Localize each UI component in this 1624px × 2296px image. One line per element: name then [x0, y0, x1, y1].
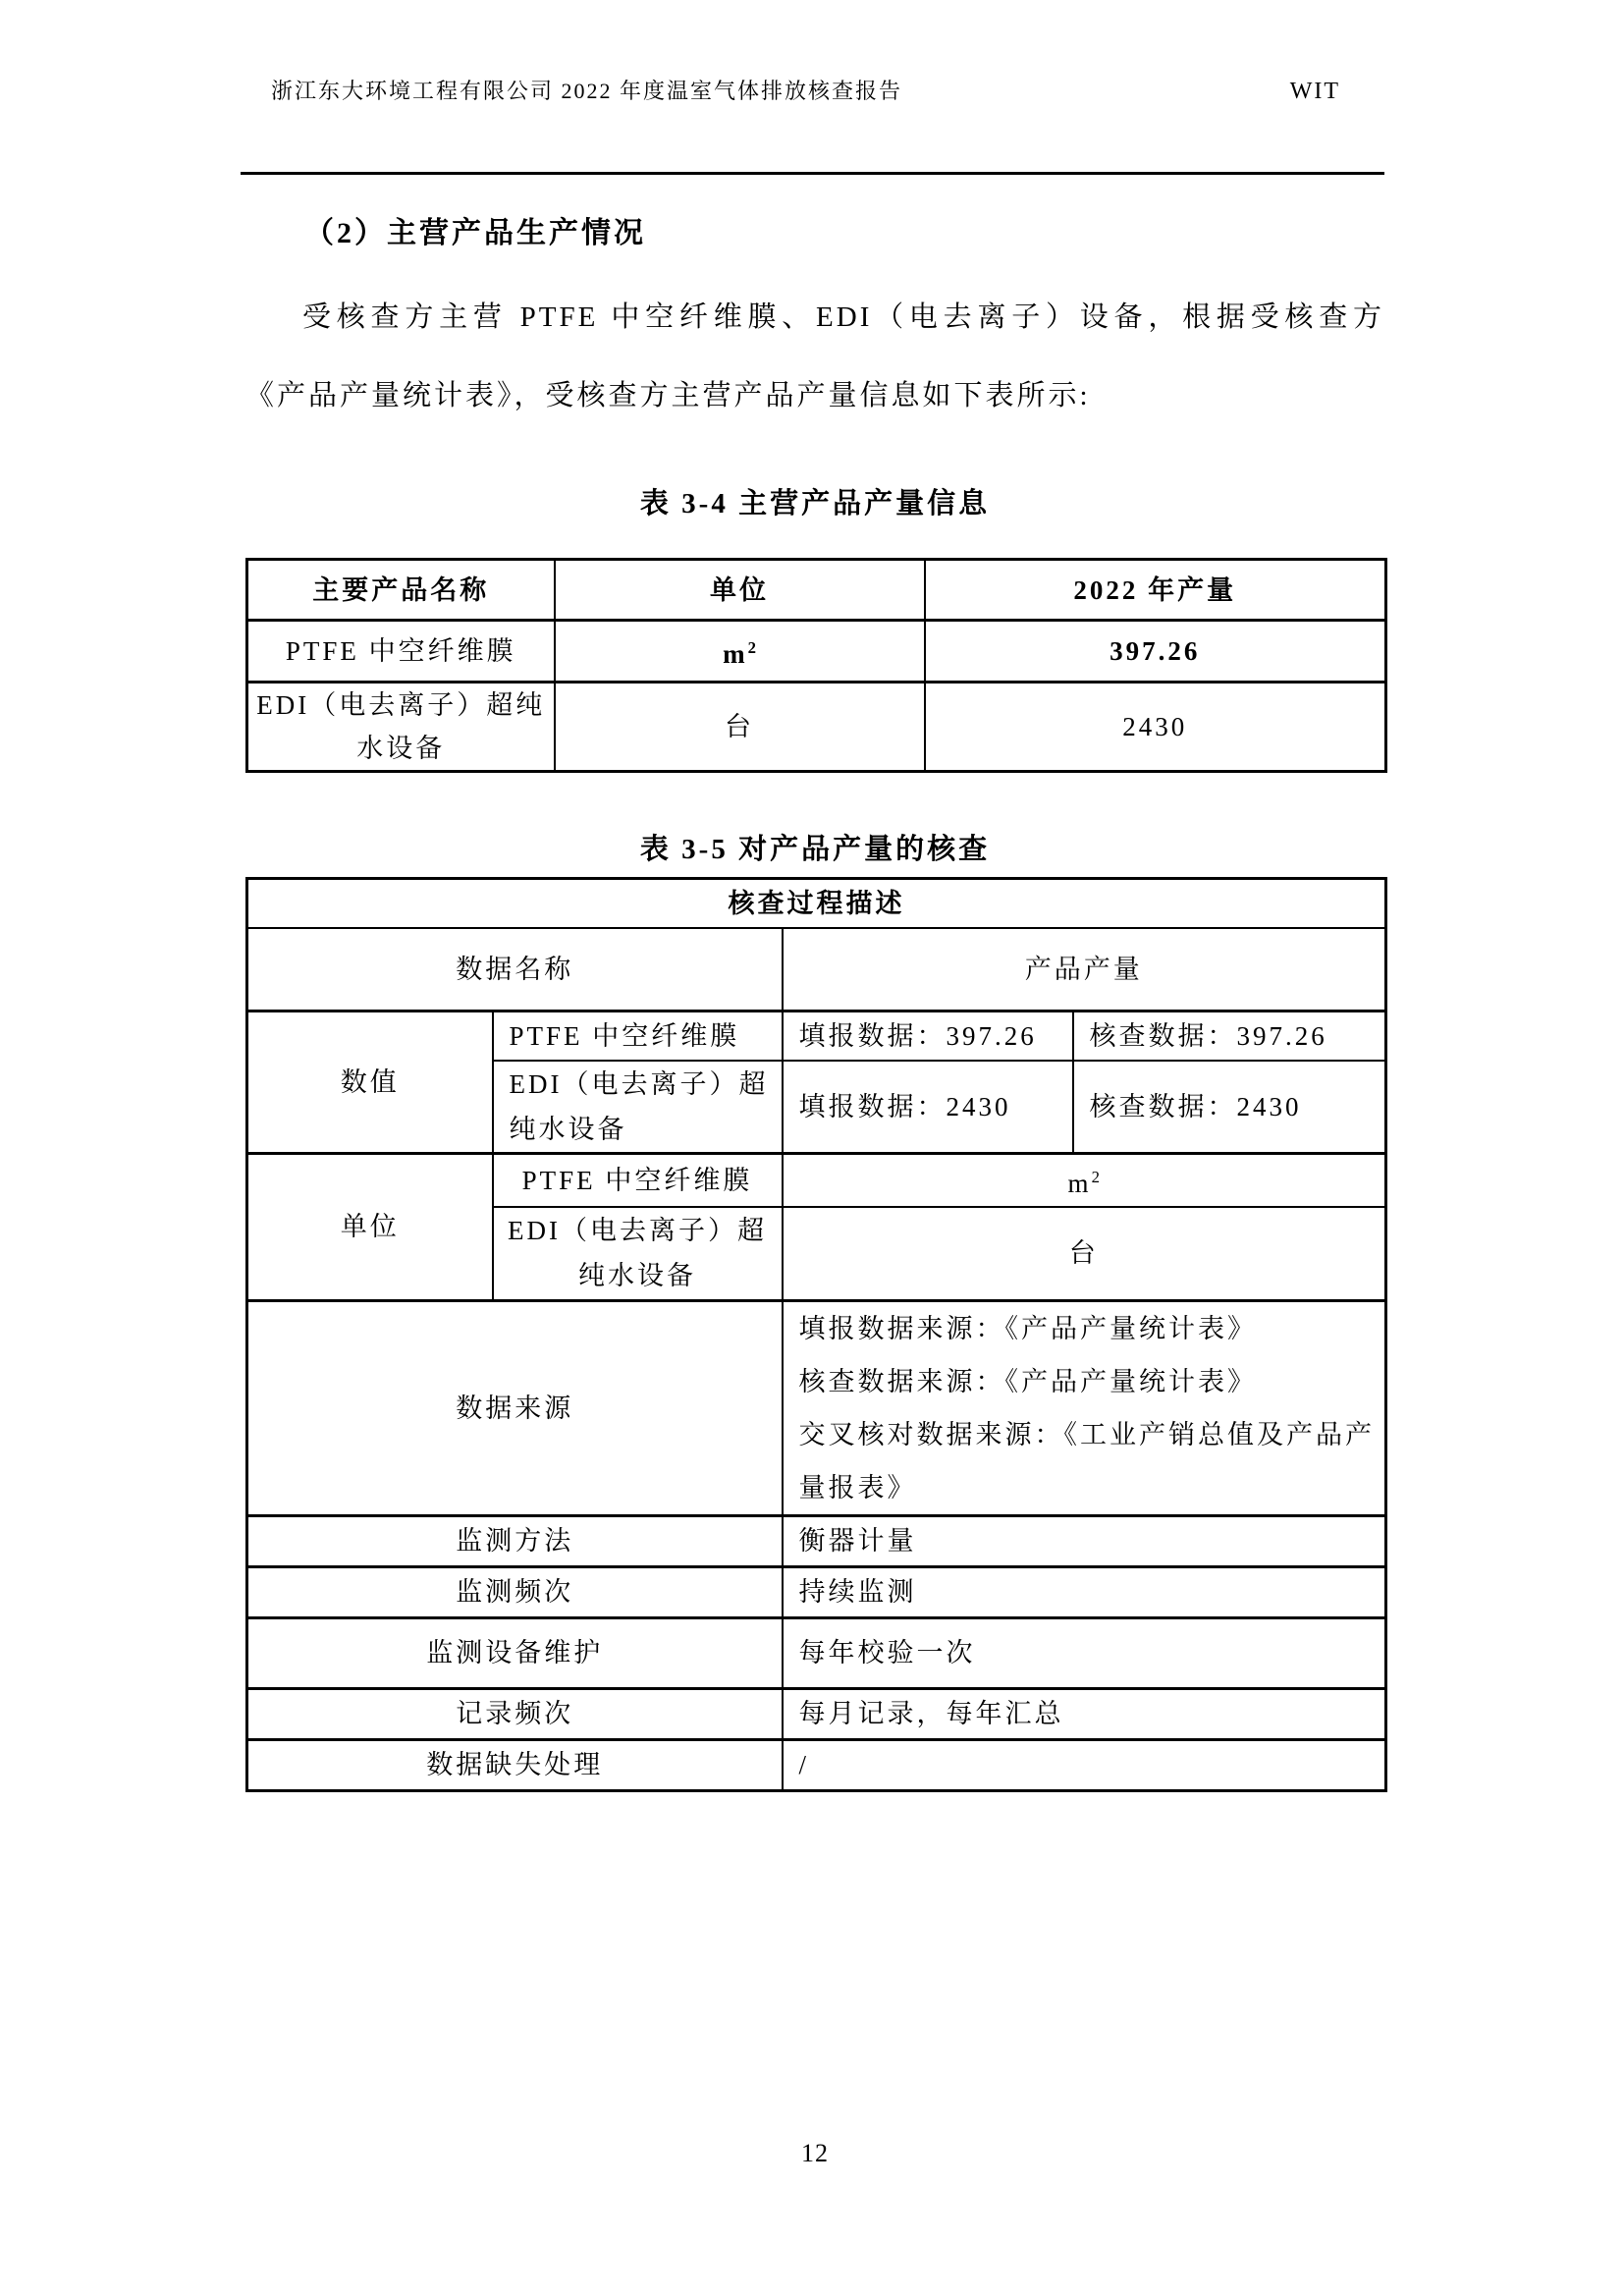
t34-product2-unit: 台: [555, 683, 925, 772]
table-row: [247, 1617, 1386, 1688]
unit-superscript: 2: [747, 638, 756, 657]
t35-source-value: [783, 1300, 1386, 1515]
table-output-verification: [245, 877, 1387, 1792]
body-paragraph: [245, 278, 1384, 435]
table-row: [247, 683, 1386, 772]
unit-superscript: 2: [1091, 1168, 1100, 1186]
t34-col-header-product: 主要产品名称: [247, 560, 555, 621]
t34-product1-name: PTFE 中空纤维膜: [247, 621, 555, 683]
header-logo-text: WIT: [1289, 79, 1340, 104]
section-heading: （2）主营产品生产情况: [304, 217, 646, 249]
t35-value-product2-verified: 核查数据：2430: [1073, 1061, 1386, 1154]
t35-record-freq-value: 每月记录，每年汇总: [783, 1688, 1386, 1739]
table-product-output: [245, 558, 1387, 773]
name-line1: EDI（电去离子）超: [509, 1068, 769, 1099]
name-line1: EDI（电去离子）超纯: [256, 690, 546, 720]
t35-missing-data-label: 数据缺失处理: [247, 1739, 783, 1790]
source-line: 填报数据来源：《产品产量统计表》: [798, 1313, 1257, 1343]
source-line: 核查数据来源：《产品产量统计表》: [798, 1366, 1257, 1396]
t35-equipment-maint-label: 监测设备维护: [247, 1617, 783, 1688]
t34-col-header-unit: 单位: [555, 560, 925, 621]
t35-monitor-method-value: 衡器计量: [783, 1515, 1386, 1566]
t35-unit-product1: PTFE 中空纤维膜: [493, 1154, 783, 1208]
t34-product1-output: 397.26: [925, 621, 1386, 683]
t35-value-product2: [493, 1061, 783, 1154]
page-number: 12: [801, 2139, 829, 2167]
table-row: [247, 879, 1386, 928]
table-row: [247, 1739, 1386, 1790]
t35-value-product1-reported: 填报数据：397.26: [783, 1011, 1073, 1061]
unit-base: m: [723, 639, 748, 669]
t35-unit-product1-value: [783, 1154, 1386, 1208]
t35-value-product1-verified: 核查数据：397.26: [1073, 1011, 1386, 1061]
table-row: [247, 1566, 1386, 1617]
t35-value-section-label: 数值: [247, 1011, 493, 1154]
t35-value-product1: PTFE 中空纤维膜: [493, 1011, 783, 1061]
t35-data-name-value: 产品产量: [783, 928, 1386, 1011]
table-row: [247, 1300, 1386, 1515]
paragraph-line: 受核查方主营 PTFE 中空纤维膜、EDI（电去离子）设备，根据受核查方: [302, 301, 1384, 333]
t35-record-freq-label: 记录频次: [247, 1688, 783, 1739]
t34-col-header-output: 2022 年产量: [925, 560, 1386, 621]
t34-product1-unit: [555, 621, 925, 683]
table-row: [247, 1011, 1386, 1061]
table-row: [247, 1688, 1386, 1739]
header-report-title: 浙江东大环境工程有限公司 2022 年度温室气体排放核查报告: [271, 79, 903, 103]
unit-base: m: [1067, 1169, 1092, 1198]
t35-unit-product2-value: 台: [783, 1207, 1386, 1300]
t35-monitor-method-label: 监测方法: [247, 1515, 783, 1566]
name-line2: 水设备: [356, 734, 446, 763]
name-line1: EDI（电去离子）超: [508, 1216, 767, 1246]
t35-source-label: 数据来源: [247, 1300, 783, 1515]
name-line2: 纯水设备: [578, 1261, 696, 1291]
name-line2: 纯水设备: [509, 1114, 627, 1144]
t35-unit-section-label: 单位: [247, 1154, 493, 1301]
source-line3-part2: 量报表》: [798, 1472, 917, 1503]
table-row: [247, 1154, 1386, 1208]
table34-caption: 表 3-4 主营产品产量信息: [639, 488, 991, 519]
t34-product2-output: 2430: [925, 683, 1386, 772]
header-rule: [241, 172, 1384, 175]
paragraph-line: 《产品产量统计表》，受核查方主营产品产量信息如下表所示:: [245, 380, 1091, 411]
t35-data-name-label: 数据名称: [247, 928, 783, 1011]
t35-monitor-freq-value: 持续监测: [783, 1566, 1386, 1617]
table35-caption: 表 3-5 对产品产量的核查: [639, 834, 991, 865]
source-line3-part1: 交叉核对数据来源：《工业产销总值及产品产: [798, 1419, 1375, 1449]
t34-product2-name: [247, 683, 555, 772]
t35-unit-product2: [493, 1207, 783, 1300]
table-row: [247, 928, 1386, 1011]
t35-value-product2-reported: 填报数据：2430: [783, 1061, 1073, 1154]
t35-monitor-freq-label: 监测频次: [247, 1566, 783, 1617]
table-row: [247, 621, 1386, 683]
t35-process-header: 核查过程描述: [247, 879, 1386, 928]
t35-equipment-maint-value: 每年校验一次: [783, 1617, 1386, 1688]
page-header: [245, 75, 1384, 105]
t35-missing-data-value: /: [783, 1739, 1386, 1790]
source-line: [799, 1408, 1385, 1514]
table-row: [247, 1515, 1386, 1566]
table-row: [247, 560, 1386, 621]
